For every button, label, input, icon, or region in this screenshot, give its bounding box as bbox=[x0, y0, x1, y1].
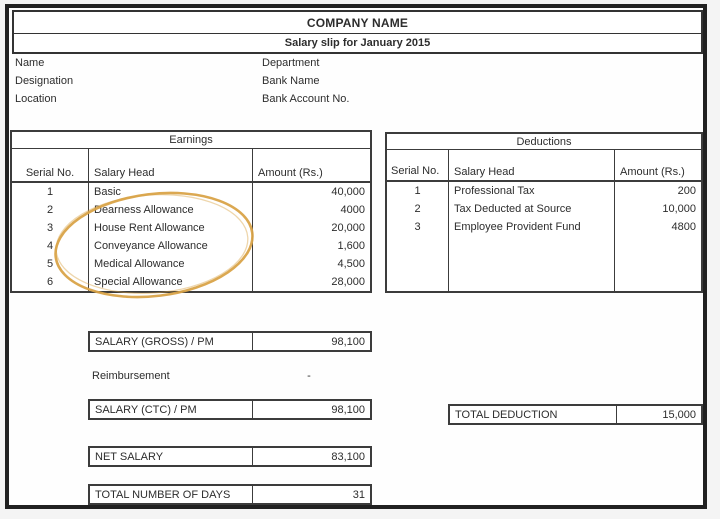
earnings-col-head: Salary Head bbox=[89, 149, 253, 181]
earnings-col-amount: Amount (Rs.) bbox=[258, 167, 323, 179]
earnings-row bbox=[12, 183, 370, 201]
total-days-label: TOTAL NUMBER OF DAYS bbox=[90, 486, 253, 503]
deductions-amount: 200 bbox=[677, 185, 696, 197]
earnings-amount: 4,500 bbox=[337, 258, 365, 270]
earnings-row bbox=[12, 219, 370, 237]
earnings-col-serial: Serial No. bbox=[12, 149, 89, 181]
deductions-row bbox=[387, 200, 701, 218]
bank-account-label: Bank Account No. bbox=[262, 93, 350, 105]
deductions-row bbox=[387, 218, 701, 236]
deductions-amount: 4800 bbox=[671, 221, 696, 233]
net-salary-label: NET SALARY bbox=[90, 448, 253, 465]
earnings-amount: 20,000 bbox=[331, 222, 365, 234]
earnings-serial: 3 bbox=[12, 219, 89, 237]
earnings-title: Earnings bbox=[12, 132, 370, 149]
earnings-amount: 1,600 bbox=[337, 240, 365, 252]
deductions-head: Professional Tax bbox=[449, 182, 615, 200]
designation-label: Designation bbox=[15, 75, 74, 87]
net-salary-box bbox=[88, 446, 372, 467]
ctc-salary-label: SALARY (CTC) / PM bbox=[90, 401, 253, 418]
deductions-serial: 2 bbox=[387, 200, 449, 218]
company-name: COMPANY NAME bbox=[14, 12, 701, 34]
earnings-row bbox=[12, 201, 370, 219]
ctc-salary-box bbox=[88, 399, 372, 420]
earnings-head: Basic bbox=[89, 183, 253, 201]
deductions-head: Tax Deducted at Source bbox=[449, 200, 615, 218]
ctc-salary-value: 98,100 bbox=[331, 403, 365, 416]
total-days-box bbox=[88, 484, 372, 505]
deductions-col-head: Salary Head bbox=[449, 150, 615, 180]
deductions-table bbox=[385, 132, 703, 293]
earnings-serial: 6 bbox=[12, 273, 89, 291]
earnings-head: Dearness Allowance bbox=[89, 201, 253, 219]
earnings-serial: 2 bbox=[12, 201, 89, 219]
earnings-amount: 40,000 bbox=[331, 186, 365, 198]
department-label: Department bbox=[262, 57, 320, 69]
earnings-row bbox=[12, 273, 370, 291]
deductions-amount: 10,000 bbox=[662, 203, 696, 215]
earnings-head: Medical Allowance bbox=[89, 255, 253, 273]
net-salary-value: 83,100 bbox=[331, 450, 365, 463]
deductions-serial: 1 bbox=[387, 182, 449, 200]
gross-salary-value: 98,100 bbox=[331, 335, 365, 348]
earnings-row bbox=[12, 255, 370, 273]
header-box bbox=[12, 10, 703, 54]
deductions-title: Deductions bbox=[387, 134, 701, 150]
earnings-head: Conveyance Allowance bbox=[89, 237, 253, 255]
earnings-serial: 5 bbox=[12, 255, 89, 273]
deductions-row bbox=[387, 182, 701, 200]
deductions-serial: 3 bbox=[387, 218, 449, 236]
reimbursement-label: Reimbursement bbox=[92, 370, 170, 382]
earnings-amount: 4000 bbox=[340, 204, 365, 216]
earnings-serial: 4 bbox=[12, 237, 89, 255]
reimbursement-value: - bbox=[307, 370, 311, 382]
total-deduction-value: 15,000 bbox=[662, 408, 696, 421]
earnings-head: House Rent Allowance bbox=[89, 219, 253, 237]
slip-title: Salary slip for January 2015 bbox=[284, 37, 431, 49]
earnings-row bbox=[12, 237, 370, 255]
earnings-serial: 1 bbox=[12, 183, 89, 201]
deductions-col-amount: Amount (Rs.) bbox=[620, 166, 685, 178]
total-days-value: 31 bbox=[352, 488, 365, 501]
gross-salary-box bbox=[88, 331, 372, 352]
deductions-head: Employee Provident Fund bbox=[449, 218, 615, 236]
name-label: Name bbox=[15, 57, 45, 69]
bank-name-label: Bank Name bbox=[262, 75, 320, 87]
deductions-header-row bbox=[387, 150, 701, 182]
total-deduction-label: TOTAL DEDUCTION bbox=[450, 406, 617, 423]
gross-salary-label: SALARY (GROSS) / PM bbox=[90, 333, 253, 350]
earnings-amount: 28,000 bbox=[331, 276, 365, 288]
earnings-head: Special Allowance bbox=[89, 273, 253, 291]
deductions-col-serial: Serial No. bbox=[387, 150, 449, 180]
deductions-empty-area bbox=[387, 236, 701, 291]
location-label: Location bbox=[15, 93, 57, 105]
earnings-table bbox=[10, 130, 372, 293]
total-deduction-box bbox=[448, 404, 703, 425]
earnings-header-row bbox=[12, 149, 370, 183]
